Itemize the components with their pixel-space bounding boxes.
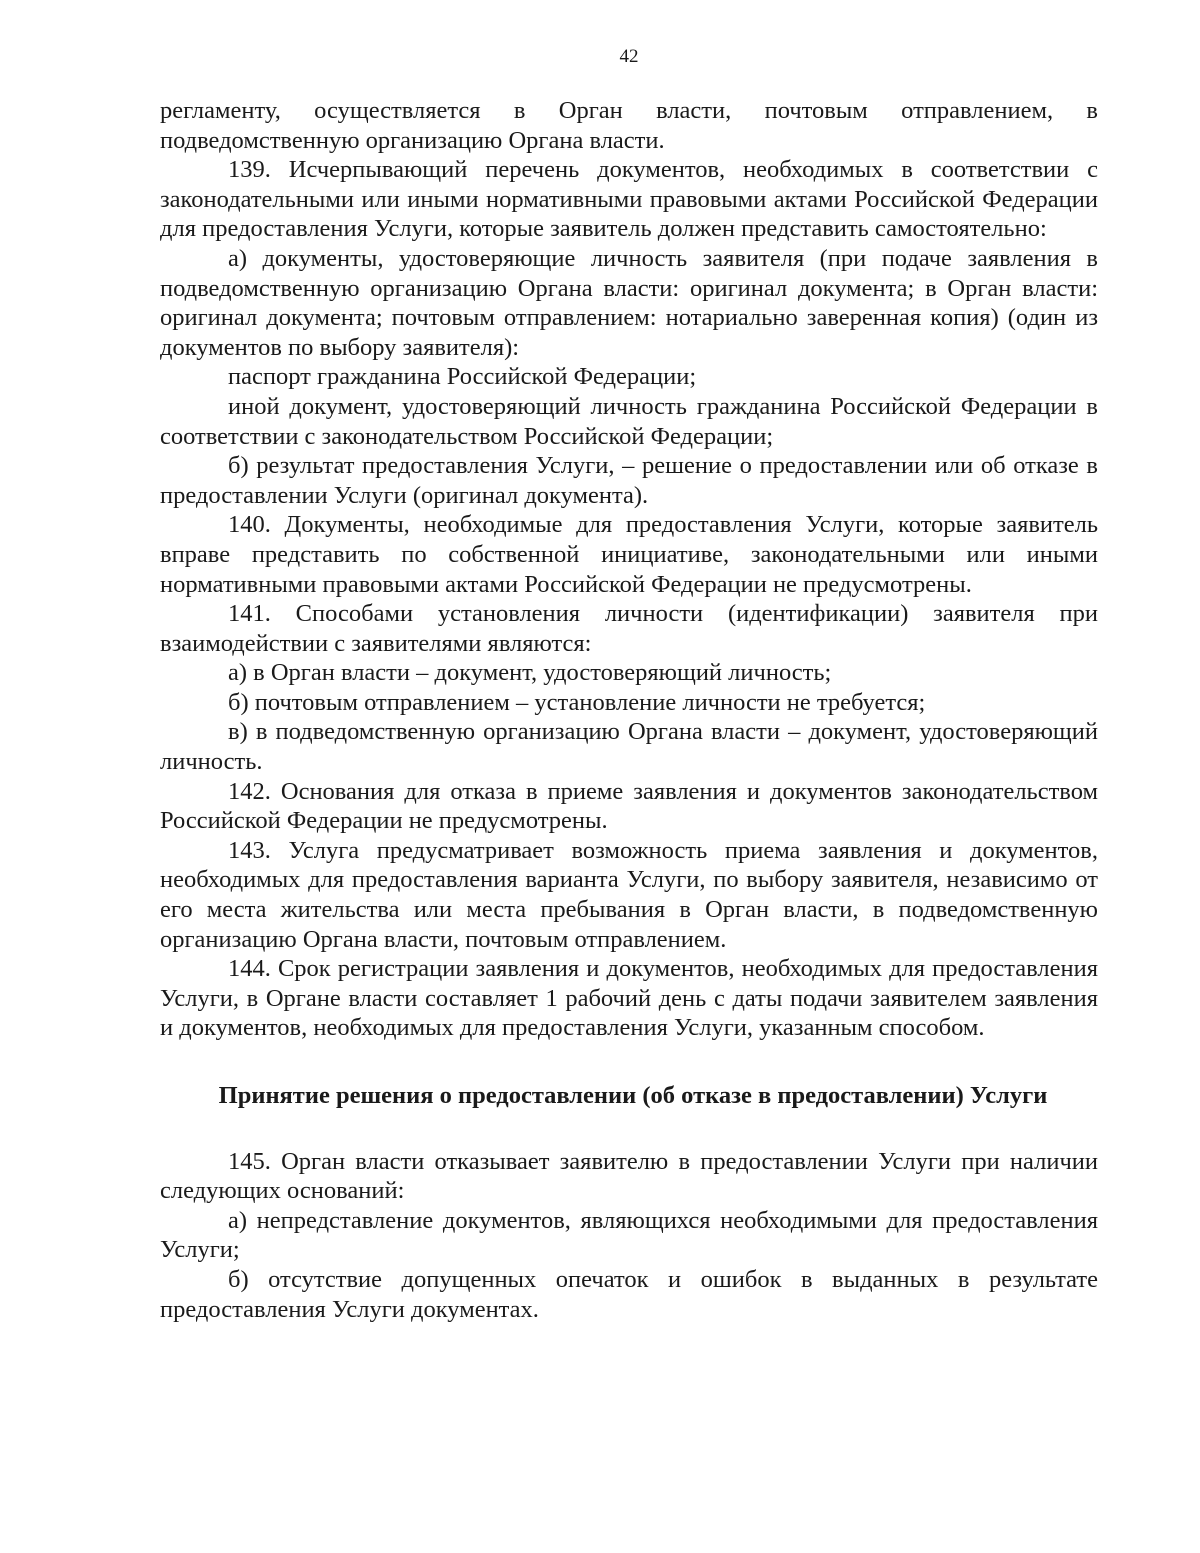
paragraph-141-b: б) почтовым отправлением – установление личности не требуется; — [228, 688, 926, 716]
paragraph-141: 141. Способами установления личности (идентификации) заявителя при взаимодействии с заявителями являются: — [160, 600, 1098, 657]
paragraph-142: 142. Основания для отказа в приеме заявления и документов законодательством Российской Федерации не предусмотрены. — [160, 777, 1098, 835]
paragraph-145-a: а) непредставление документов, являющихся необходимыми для предоставления Услуги; — [160, 1206, 1098, 1264]
document-body — [160, 96, 1098, 1324]
paragraph-145: 145. Орган власти отказывает заявителю в предоставлении Услуги при наличии следующих оснований: — [160, 1147, 1098, 1205]
section-heading: Принятие решения о предоставлении (об отказе в предоставлении) Услуги — [218, 1082, 1048, 1109]
paragraph-139: 139. Исчерпывающий перечень документов, необходимых в соответствии с законодательными или иными нормативными правовыми актами Российской Федерации для предоставления Услуги, которые заявитель должен представить самостоятельно: — [160, 156, 1098, 243]
paragraph-139-a: а) документы, удостоверяющие личность заявителя (при подаче заявления в подведомственную организацию Органа власти: оригинал документа; в Орган власти: оригинал документа; почтовым отправлением: нотариально заверенная копия) (один из документов по выбору заявителя): — [160, 244, 1098, 361]
paragraph-139-b: б) результат предоставления Услуги, – решение о предоставлении или об отказе в предоставлении Услуги (оригинал документа). — [160, 452, 1098, 509]
paragraph-139-a-passport: паспорт гражданина Российской Федерации; — [228, 363, 697, 391]
page-number: 42 — [619, 46, 639, 67]
paragraph-140: 140. Документы, необходимые для предоставления Услуги, которые заявитель вправе представить по собственной инициативе, законодательными или иными нормативными правовыми актами Российской Федерации не предусмотрены. — [160, 511, 1098, 598]
paragraph-141-a: а) в Орган власти – документ, удостоверяющий личность; — [228, 659, 832, 687]
paragraph-139-a-other-document: иной документ, удостоверяющий личность гражданина Российской Федерации в соответствии с законодательством Российской Федерации; — [160, 392, 1098, 450]
paragraph-145-b: б) отсутствие допущенных опечаток и ошибок в выданных в результате предоставления Услуги документах. — [160, 1265, 1098, 1323]
paragraph-141-c: в) в подведомственную организацию Органа власти – документ, удостоверяющий личность. — [160, 718, 1098, 776]
paragraph-144: 144. Срок регистрации заявления и документов, необходимых для предоставления Услуги, в Органе власти составляет 1 рабочий день с даты подачи заявителем заявления и документов, необходимых для предоставления Услуги, указанным способом. — [160, 955, 1098, 1042]
paragraph-continuation: регламенту, осуществляется в Орган власти, почтовым отправлением, в подведомственную организацию Органа власти. — [160, 97, 1098, 154]
paragraph-143: 143. Услуга предусматривает возможность приема заявления и документов, необходимых для предоставления варианта Услуги, по выбору заявителя, независимо от его места жительства или места пребывания в Орган власти, в подведомственную организацию Органа власти, почтовым отправлением. — [160, 836, 1098, 953]
